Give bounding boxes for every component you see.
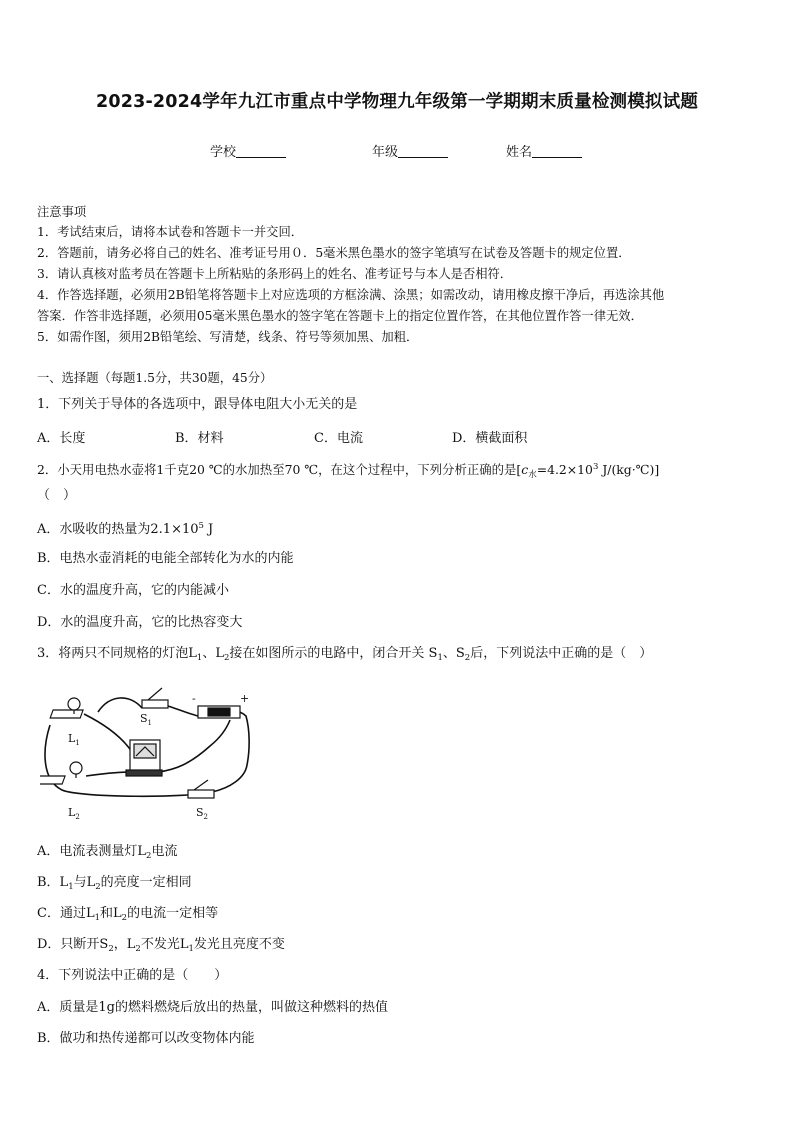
page-title: 2023-2024学年九江市重点中学物理九年级第一学期期末质量检测模拟试题 [95,92,699,112]
label-l1: $L_1$ [68,732,80,747]
label-s1: $S_1$ [140,712,153,727]
notice-item: 答案．作答非选择题，必须用05毫米黑色墨水的签字笔在答题卡上的指定位置作答，在其他位置作答一律无效． [37,309,643,323]
question-1-stem: 1．下列关于导体的各选项中，跟导体电阻大小无关的是 [37,397,358,412]
question-3-stem: 3．将两只不同规格的灯泡$L_1$、$L_2$接在如图所示的电路中，闭合开关 $S_1$、$S_2$后，下列说法中正确的是（ ） [37,646,653,663]
switch-s1-icon [142,688,168,708]
q3-option-b[interactable]: B．$L_1$与$L_2$的亮度一定相同 [37,875,192,892]
name-label: 姓名 [506,145,533,160]
switch-s2-icon [188,780,214,798]
q4-option-a[interactable]: A．质量是1g的燃料燃烧后放出的热量，叫做这种燃料的热值 [37,1000,388,1015]
school-label: 学校 [210,145,237,160]
q2-answer-paren: （ ） [37,488,77,503]
notice-item: 3．请认真核对监考员在答题卡上所粘贴的条形码上的姓名、准考证号与本人是否相符． [37,267,513,281]
circuit-diagram [40,680,262,822]
battery-icon [198,706,240,718]
circuit-wire [158,720,230,772]
q3-option-a[interactable]: A．电流表测量灯$L_2$电流 [37,844,178,861]
name-blank[interactable] [532,145,582,158]
notice-item: 2．答题前，请务必将自己的姓名、准考证号用０．5毫米黑色墨水的签字笔填写在试卷及答题卡的规定位置． [37,246,631,260]
q2-option-b[interactable]: B．电热水壶消耗的电能全部转化为水的内能 [37,551,294,566]
circuit-wire [84,714,132,752]
name-field [506,141,582,160]
q3-option-c[interactable]: C．通过$L_1$和$L_2$的电流一定相等 [37,906,219,923]
q1-option-a[interactable]: A．长度 [37,431,86,446]
school-blank[interactable] [236,145,286,158]
school-field [210,141,286,160]
q2-option-c[interactable]: C．水的温度升高，它的内能减小 [37,583,229,598]
section-heading: 一、选择题（每题1.5分，共30题，45分） [37,371,273,385]
grade-blank[interactable] [398,145,448,158]
circuit-wire [168,706,198,716]
notice-item: 4．作答选择题，必须用2B铅笔将答题卡上对应选项的方框涂满、涂黑；如需改动，请用橡皮擦干净后，再选涂其他 [37,288,665,302]
q1-option-c[interactable]: C．电流 [314,431,363,446]
q1-option-b[interactable]: B．材料 [175,431,224,446]
circuit-wire [86,772,132,776]
question-4-stem: 4．下列说法中正确的是（ ） [37,968,228,983]
grade-label: 年级 [372,145,399,160]
question-2-stem: 2．小天用电热水壶将1千克20 ℃的水加热至70 ℃，在这个过程中，下列分析正确的是[$c_水=4.2\times 10^3$ J/(kg·℃)] [37,462,660,480]
circuit-wire [98,698,142,712]
label-plus: + [240,692,250,705]
grade-field [372,141,448,160]
ammeter-icon [126,740,162,776]
q4-option-b[interactable]: B．做功和热传递都可以改变物体内能 [37,1031,255,1046]
q1-option-d[interactable]: D．横截面积 [452,431,528,446]
q2-option-d[interactable]: D．水的温度升高，它的比热容变大 [37,615,243,630]
label-minus: - [192,692,196,705]
notice-heading: 注意事项 [37,205,87,219]
q3-option-d[interactable]: D．只断开$S_2$，$L_2$不发光$L_1$发光且亮度不变 [37,937,285,954]
label-l2: $L_2$ [68,806,80,821]
notice-item: 5．如需作图，须用2B铅笔绘、写清楚，线条、符号等须加黑、加粗． [37,330,419,344]
label-s2: $S_2$ [196,806,209,821]
notice-item: 1．考试结束后，请将本试卷和答题卡一并交回． [37,225,304,239]
q2-option-a[interactable]: A．水吸收的热量为$2.1\times 10^5$ J [37,521,214,537]
bulb-l1-icon [50,698,83,718]
